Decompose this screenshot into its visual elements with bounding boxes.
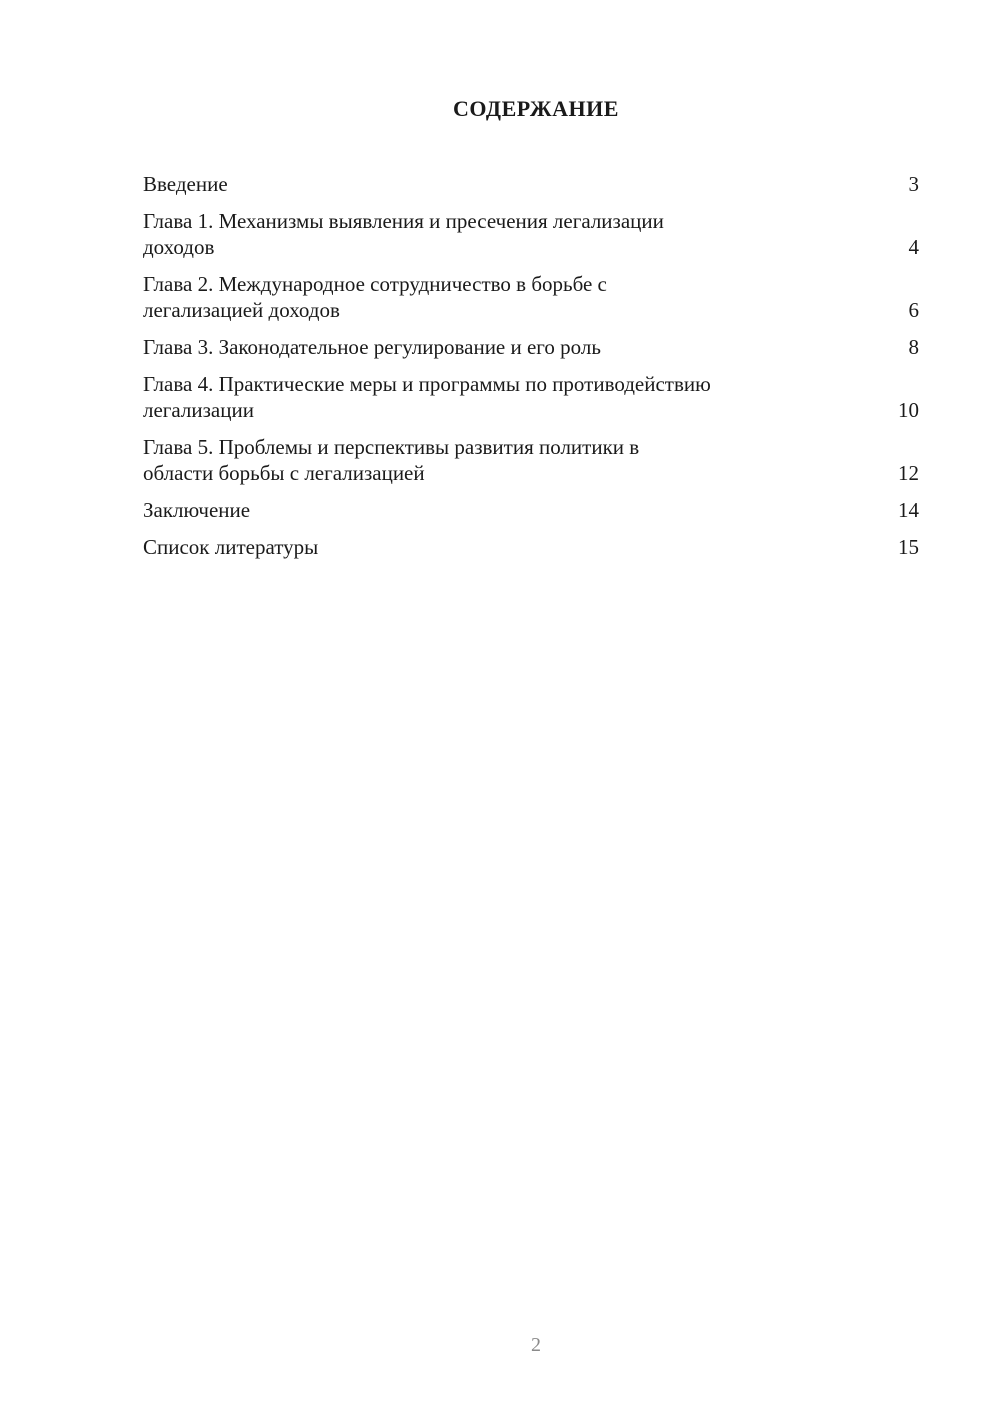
- toc-page-number: 15: [898, 535, 919, 559]
- toc-entry-introduction: [143, 171, 919, 197]
- toc-entry-references: [143, 534, 919, 560]
- toc-title-line: легализации: [143, 398, 254, 422]
- toc-heading: СОДЕРЖАНИЕ: [453, 96, 619, 121]
- toc-page-number: 6: [908, 298, 919, 322]
- toc-title-line: области борьбы с легализацией: [143, 461, 425, 485]
- toc-title-line: Заключение: [143, 498, 251, 522]
- toc-entry-chapter-3: [143, 334, 919, 360]
- toc-page-number: 3: [908, 172, 919, 196]
- toc-entry-title: [143, 271, 833, 323]
- toc-title-line: Введение: [143, 172, 228, 196]
- toc-entry-title: [143, 171, 833, 197]
- toc-entry-chapter-4: [143, 371, 919, 423]
- toc-title-line: Глава 5. Проблемы и перспективы развития политики в: [143, 435, 640, 459]
- toc-entry-chapter-1: [143, 208, 919, 260]
- toc-title-line: Глава 4. Практические меры и программы по противодействию: [143, 372, 711, 396]
- toc-entry-chapter-2: [143, 271, 919, 323]
- page-number: 2: [531, 1334, 541, 1356]
- toc-page-number: 10: [898, 398, 919, 422]
- toc-entry-title: [143, 497, 833, 523]
- toc-entry-title: [143, 534, 833, 560]
- toc-page-number: 14: [898, 498, 919, 522]
- toc-page-number: 12: [898, 461, 919, 485]
- toc-page-number: 8: [908, 335, 919, 359]
- toc-entry-conclusion: [143, 497, 919, 523]
- toc-title-line: Глава 2. Международное сотрудничество в борьбе с: [143, 272, 607, 296]
- toc-entry-title: [143, 334, 833, 360]
- table-of-contents: [143, 171, 919, 571]
- toc-entry-title: [143, 434, 833, 486]
- toc-title-line: Глава 1. Механизмы выявления и пресечения легализации: [143, 209, 664, 233]
- toc-title-line: Список литературы: [143, 535, 319, 559]
- toc-entry-title: [143, 371, 833, 423]
- toc-page-number: 4: [908, 235, 919, 259]
- toc-entry-title: [143, 208, 833, 260]
- toc-entry-chapter-5: [143, 434, 919, 486]
- toc-title-line: доходов: [143, 235, 215, 259]
- toc-title-line: легализацией доходов: [143, 298, 340, 322]
- toc-title-line: Глава 3. Законодательное регулирование и его роль: [143, 335, 601, 359]
